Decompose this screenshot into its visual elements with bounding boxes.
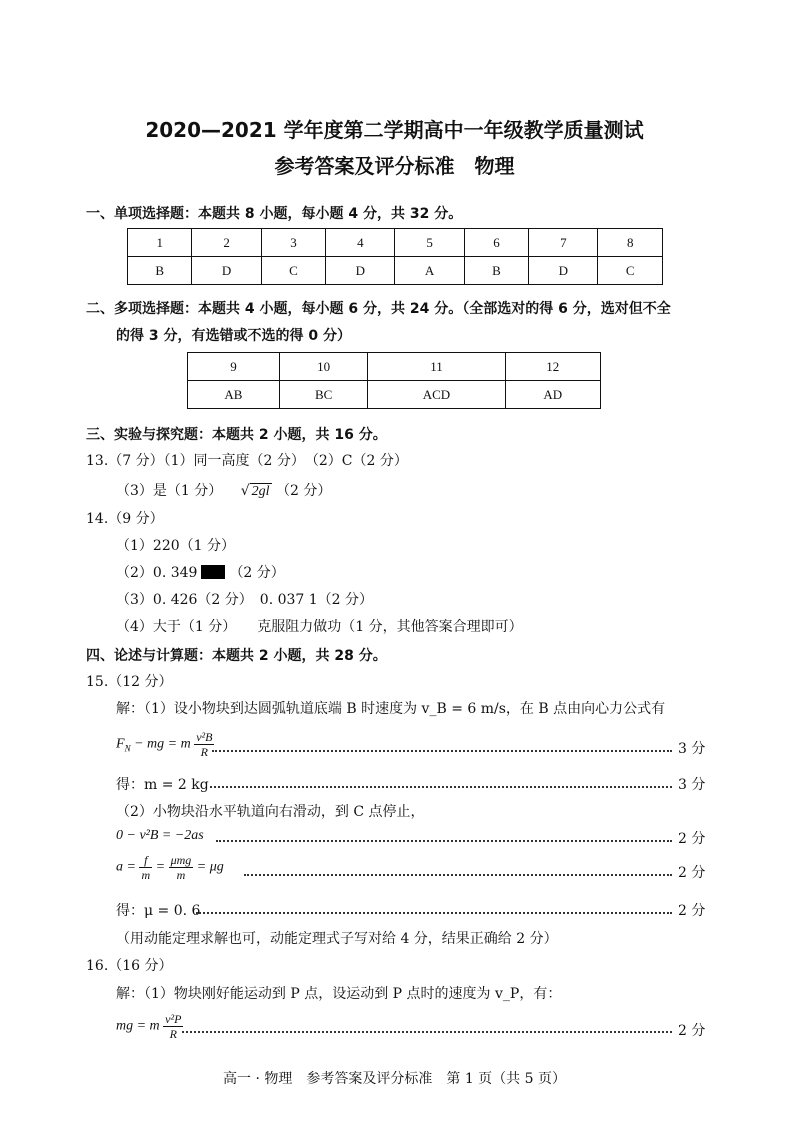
table-cell: 11 xyxy=(368,353,505,381)
fraction-numerator: v²P xyxy=(165,1012,182,1026)
table-cell: AD xyxy=(505,381,600,409)
dotted-leader xyxy=(210,786,672,788)
table-cell: 6 xyxy=(464,229,528,257)
q15-equation-3: 0 − v²B = −2as xyxy=(116,828,204,843)
q14-part3: （3）0. 426（2 分） 0. 037 1（2 分） xyxy=(116,592,374,608)
q15-note: （用动能定理求解也可，动能定理式子写对给 4 分，结果正确给 2 分） xyxy=(116,931,558,947)
q14-head: 14.（9 分） xyxy=(86,511,164,527)
dotted-leader xyxy=(212,750,672,752)
table-cell: C xyxy=(261,257,325,285)
q14-part2-value: （2）0. 349 xyxy=(116,565,198,581)
q15-equation-1 xyxy=(116,730,214,759)
table-row xyxy=(128,257,663,285)
score-label: 2 分 xyxy=(678,903,706,919)
page-footer: 高一 · 物理 参考答案及评分标准 第 1 页（共 5 页） xyxy=(223,1071,566,1087)
page-subtitle: 参考答案及评分标准 物理 xyxy=(274,154,515,178)
q14-part1: （1）220（1 分） xyxy=(116,538,235,554)
fraction xyxy=(163,1012,183,1041)
section1-heading: 一、单项选择题：本题共 8 小题，每小题 4 分，共 32 分。 xyxy=(86,206,463,222)
score-label: 2 分 xyxy=(678,1023,706,1039)
table-cell: 4 xyxy=(326,229,395,257)
dotted-leader xyxy=(244,874,672,876)
table-cell: D xyxy=(529,257,598,285)
q13-part3: （3）是（1 分） xyxy=(116,483,223,499)
table-row xyxy=(188,353,601,381)
fraction-numerator: μmg xyxy=(170,853,192,867)
table-cell: D xyxy=(192,257,261,285)
table-cell: A xyxy=(395,257,464,285)
table-row xyxy=(128,229,663,257)
eq-term: = xyxy=(152,859,169,875)
fraction-denominator: R xyxy=(200,745,208,759)
table-cell: 1 xyxy=(128,229,192,257)
table-cell: 12 xyxy=(505,353,600,381)
section4-heading: 四、论述与计算题：本题共 2 小题，共 28 分。 xyxy=(86,648,387,664)
q14-part2-score: （2 分） xyxy=(229,565,285,581)
eq-term: = μg xyxy=(193,859,224,875)
q16-equation-1 xyxy=(116,1012,183,1041)
redacted-block xyxy=(201,565,225,579)
table-cell: B xyxy=(128,257,192,285)
q16-head: 16.（16 分） xyxy=(86,958,173,974)
section2-heading-cont: 的得 3 分，有选错或不选的得 0 分） xyxy=(116,328,351,344)
table-row xyxy=(188,381,601,409)
eq-term: F xyxy=(116,736,125,752)
eq-term: mg = m xyxy=(116,1018,164,1034)
fraction-denominator: R xyxy=(169,1027,177,1041)
q15-equation-2: 得：m = 2 kg xyxy=(116,777,209,793)
fraction xyxy=(169,853,194,882)
table-cell: B xyxy=(464,257,528,285)
table-cell: 8 xyxy=(598,229,663,257)
q15-equation-4 xyxy=(116,853,224,882)
dotted-leader xyxy=(182,1031,672,1033)
page-title: 2020—2021 学年度第二学期高中一年级教学质量测试 xyxy=(145,118,644,142)
table-cell: 7 xyxy=(529,229,598,257)
fraction-numerator: v²B xyxy=(196,730,213,744)
q13-line1: 13.（7 分）（1）同一高度（2 分） （2）C（2 分） xyxy=(86,453,408,469)
table-cell: D xyxy=(326,257,395,285)
fraction-numerator: f xyxy=(139,853,152,868)
fraction xyxy=(194,730,214,759)
table-cell: AB xyxy=(188,381,280,409)
fraction-denominator: m xyxy=(176,868,186,882)
q14-part2 xyxy=(116,562,285,582)
answer-table-2 xyxy=(187,352,601,409)
section3-heading: 三、实验与探究题：本题共 2 小题，共 16 分。 xyxy=(86,427,387,443)
table-cell: 2 xyxy=(192,229,261,257)
eq-subscript: N xyxy=(124,743,131,754)
sqrt-radicand: 2gl xyxy=(251,484,270,499)
table-cell: 9 xyxy=(188,353,280,381)
q15-intro: 解：（1）设小物块到达圆弧轨道底端 B 时速度为 v_B = 6 m/s，在 B 点由向心力公式有 xyxy=(116,701,666,717)
eq-term: a = xyxy=(116,859,140,875)
score-label: 3 分 xyxy=(678,741,706,757)
table-cell: 10 xyxy=(279,353,367,381)
q15-part2: （2）小物块沿水平轨道向右滑动，到 C 点停止， xyxy=(116,804,425,820)
score-label: 2 分 xyxy=(678,831,706,847)
eq-term: − mg = m xyxy=(130,736,195,752)
table-cell: C xyxy=(598,257,663,285)
score-label: 3 分 xyxy=(678,777,706,793)
table-cell: ACD xyxy=(368,381,505,409)
q16-intro: 解：（1）物块刚好能运动到 P 点，设运动到 P 点时的速度为 v_P，有： xyxy=(116,986,562,1002)
sqrt-expression: √ 2gl xyxy=(240,483,270,499)
table-cell: BC xyxy=(279,381,367,409)
dotted-leader xyxy=(196,912,672,914)
table-cell: 3 xyxy=(261,229,325,257)
fraction-denominator: m xyxy=(141,868,151,882)
q13-line2 xyxy=(116,480,331,500)
q15-equation-5: 得：μ = 0. 6 xyxy=(116,903,201,919)
q15-head: 15.（12 分） xyxy=(86,674,173,690)
answer-table-1 xyxy=(127,228,663,285)
section2-heading: 二、多项选择题：本题共 4 小题，每小题 6 分，共 24 分。（全部选对的得 6 分，选对但不全 xyxy=(86,301,671,317)
fraction xyxy=(139,853,152,882)
table-cell: 5 xyxy=(395,229,464,257)
q13-score: （2 分） xyxy=(275,483,332,499)
q14-part4: （4）大于（1 分） 克服阻力做功（1 分，其他答案合理即可） xyxy=(116,619,523,635)
dotted-leader xyxy=(216,840,672,842)
score-label: 2 分 xyxy=(678,865,706,881)
